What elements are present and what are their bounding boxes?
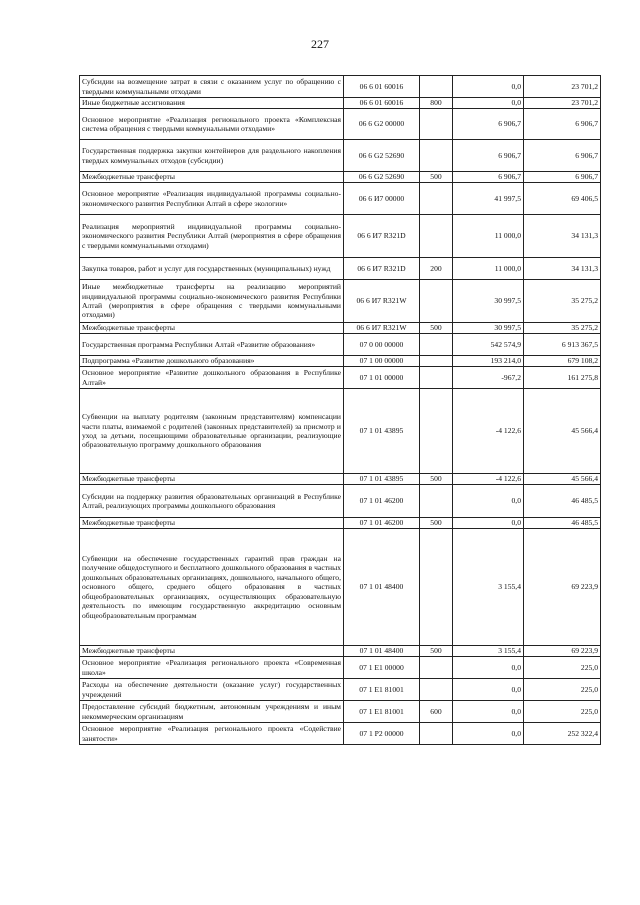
row-amount-b-cell: 34 131,3: [524, 258, 601, 280]
row-amount-a-cell: -4 122,6: [453, 474, 524, 485]
row-amount-b-cell: 46 485,5: [524, 485, 601, 518]
row-name-cell: Государственная программа Республики Алтай «Развитие образования»: [80, 334, 344, 356]
table-row: [80, 183, 601, 215]
row-amount-a-cell: 0,0: [453, 679, 524, 701]
table-row: [80, 98, 601, 109]
row-code-cell: 06 6 И7 R321W: [344, 280, 420, 323]
table-row: [80, 701, 601, 723]
table-row: [80, 334, 601, 356]
table-row: [80, 723, 601, 745]
row-vr-cell: 500: [420, 474, 453, 485]
row-code-cell: 07 1 01 46200: [344, 485, 420, 518]
row-code-cell: 07 1 01 46200: [344, 518, 420, 529]
row-code-cell: 06 6 01 60016: [344, 76, 420, 98]
row-vr-cell: 500: [420, 323, 453, 334]
table-row: [80, 172, 601, 183]
row-amount-a-cell: 542 574,9: [453, 334, 524, 356]
row-vr-cell: [420, 529, 453, 646]
row-name-cell: Основное мероприятие «Реализация регионального проекта «Комплексная система обращения с твердыми коммунальными отходами»: [80, 109, 344, 140]
row-vr-cell: [420, 723, 453, 745]
row-amount-a-cell: 3 155,4: [453, 646, 524, 657]
row-code-cell: 07 1 01 48400: [344, 529, 420, 646]
row-vr-cell: [420, 280, 453, 323]
row-amount-a-cell: 0,0: [453, 701, 524, 723]
table-row: [80, 389, 601, 474]
row-name-cell: Реализация мероприятий индивидуальной программы социально-экономического развития Республики Алтай (мероприятия в сфере обращения с твердыми коммунальными отходами): [80, 215, 344, 258]
row-name-cell: Предоставление субсидий бюджетным, автономным учреждениям и иным некоммерческим организациям: [80, 701, 344, 723]
row-name-cell: Межбюджетные трансферты: [80, 323, 344, 334]
row-vr-cell: [420, 356, 453, 367]
row-name-cell: Основное мероприятие «Реализация индивидуальной программы социально-экономического развития Республики Алтай в сфере экологии»: [80, 183, 344, 215]
row-amount-b-cell: 69 406,5: [524, 183, 601, 215]
row-code-cell: 07 1 E1 81001: [344, 679, 420, 701]
row-name-cell: Подпрограмма «Развитие дошкольного образования»: [80, 356, 344, 367]
row-vr-cell: [420, 334, 453, 356]
table-row: [80, 474, 601, 485]
row-amount-a-cell: 0,0: [453, 76, 524, 98]
row-amount-b-cell: 6 906,7: [524, 172, 601, 183]
row-amount-a-cell: 0,0: [453, 657, 524, 679]
table-row: [80, 529, 601, 646]
row-amount-b-cell: 161 275,8: [524, 367, 601, 389]
row-vr-cell: [420, 140, 453, 172]
row-code-cell: 07 1 E1 81001: [344, 701, 420, 723]
row-amount-a-cell: 41 997,5: [453, 183, 524, 215]
table-row: [80, 646, 601, 657]
row-name-cell: Государственная поддержка закупки контейнеров для раздельного накопления твердых коммунальных отходов (субсидии): [80, 140, 344, 172]
budget-table: [79, 75, 601, 745]
row-code-cell: 07 1 01 48400: [344, 646, 420, 657]
row-amount-b-cell: 46 485,5: [524, 518, 601, 529]
row-vr-cell: 500: [420, 646, 453, 657]
row-vr-cell: [420, 485, 453, 518]
row-amount-b-cell: 23 701,2: [524, 76, 601, 98]
row-amount-a-cell: 193 214,0: [453, 356, 524, 367]
table-row: [80, 109, 601, 140]
row-vr-cell: [420, 367, 453, 389]
row-amount-b-cell: 225,0: [524, 679, 601, 701]
row-code-cell: 06 6 G2 52690: [344, 140, 420, 172]
row-amount-b-cell: 23 701,2: [524, 98, 601, 109]
row-name-cell: Межбюджетные трансферты: [80, 474, 344, 485]
table-row: [80, 485, 601, 518]
row-amount-a-cell: -4 122,6: [453, 389, 524, 474]
row-amount-a-cell: 11 000,0: [453, 258, 524, 280]
table-row: [80, 140, 601, 172]
row-amount-b-cell: 6 906,7: [524, 109, 601, 140]
row-amount-b-cell: 679 108,2: [524, 356, 601, 367]
table-row: [80, 323, 601, 334]
row-vr-cell: 500: [420, 172, 453, 183]
row-code-cell: 07 0 00 00000: [344, 334, 420, 356]
row-amount-a-cell: 6 906,7: [453, 172, 524, 183]
row-amount-b-cell: 252 322,4: [524, 723, 601, 745]
row-amount-b-cell: 45 566,4: [524, 389, 601, 474]
row-amount-b-cell: 34 131,3: [524, 215, 601, 258]
row-vr-cell: 200: [420, 258, 453, 280]
row-code-cell: 06 6 G2 00000: [344, 109, 420, 140]
row-name-cell: Основное мероприятие «Реализация регионального проекта «Современная школа»: [80, 657, 344, 679]
row-amount-a-cell: 6 906,7: [453, 140, 524, 172]
row-amount-b-cell: 6 913 367,5: [524, 334, 601, 356]
row-amount-b-cell: 69 223,9: [524, 646, 601, 657]
row-vr-cell: [420, 109, 453, 140]
row-amount-a-cell: 0,0: [453, 98, 524, 109]
table-row: [80, 657, 601, 679]
row-name-cell: Иные межбюджетные трансферты на реализацию мероприятий индивидуальной программы социально-экономического развития Республики Алтай (мероприятия в сфере обращения с твердыми коммунальными отходами): [80, 280, 344, 323]
row-vr-cell: [420, 679, 453, 701]
row-code-cell: 07 1 01 43895: [344, 474, 420, 485]
row-vr-cell: [420, 215, 453, 258]
row-name-cell: Межбюджетные трансферты: [80, 518, 344, 529]
row-name-cell: Иные бюджетные ассигнования: [80, 98, 344, 109]
row-code-cell: 06 6 01 60016: [344, 98, 420, 109]
row-vr-cell: [420, 183, 453, 215]
row-code-cell: 07 1 01 43895: [344, 389, 420, 474]
row-vr-cell: [420, 76, 453, 98]
row-name-cell: Субвенции на обеспечение государственных гарантий прав граждан на получение общедоступного и бесплатного дошкольного образования в частных дошкольных образовательных организациях, дошкольного, начального общего, основного общего, среднего общего образования в частных общеобразовательных организациях, осуществляющих образовательную деятельность по имеющим государственную аккредитацию основным общеобразовательным программам: [80, 529, 344, 646]
row-amount-a-cell: 0,0: [453, 723, 524, 745]
row-vr-cell: 600: [420, 701, 453, 723]
table-row: [80, 518, 601, 529]
table-row: [80, 215, 601, 258]
row-name-cell: Расходы на обеспечение деятельности (оказание услуг) государственных учреждений: [80, 679, 344, 701]
table-row: [80, 367, 601, 389]
row-amount-a-cell: -967,2: [453, 367, 524, 389]
table-row: [80, 76, 601, 98]
row-amount-b-cell: 225,0: [524, 701, 601, 723]
row-amount-b-cell: 6 906,7: [524, 140, 601, 172]
row-code-cell: 06 6 G2 52690: [344, 172, 420, 183]
row-vr-cell: [420, 657, 453, 679]
row-vr-cell: [420, 389, 453, 474]
row-code-cell: 06 6 И7 R321D: [344, 258, 420, 280]
row-amount-a-cell: 6 906,7: [453, 109, 524, 140]
table-row: [80, 280, 601, 323]
row-amount-b-cell: 45 566,4: [524, 474, 601, 485]
row-amount-b-cell: 69 223,9: [524, 529, 601, 646]
row-name-cell: Межбюджетные трансферты: [80, 646, 344, 657]
row-amount-a-cell: 11 000,0: [453, 215, 524, 258]
table-row: [80, 258, 601, 280]
row-code-cell: 07 1 E1 00000: [344, 657, 420, 679]
row-code-cell: 06 6 И7 R321W: [344, 323, 420, 334]
row-name-cell: Основное мероприятие «Реализация регионального проекта «Содействие занятости»: [80, 723, 344, 745]
row-amount-a-cell: 30 997,5: [453, 280, 524, 323]
page-number: 227: [311, 37, 329, 51]
row-name-cell: Субсидии на поддержку развития образовательных организаций в Республике Алтай, реализующих программы дошкольного образования: [80, 485, 344, 518]
table-row: [80, 679, 601, 701]
row-amount-a-cell: 30 997,5: [453, 323, 524, 334]
row-amount-a-cell: 0,0: [453, 518, 524, 529]
row-name-cell: Субвенции на выплату родителям (законным представителям) компенсации части платы, взимаемой с родителей (законных представителей) за присмотр и уход за детьми, посещающими образовательные организации, реализующие образовательную программу дошкольного образования: [80, 389, 344, 474]
row-name-cell: Основное мероприятие «Развитие дошкольного образования в Республике Алтай»: [80, 367, 344, 389]
row-amount-b-cell: 35 275,2: [524, 280, 601, 323]
row-code-cell: 07 1 01 00000: [344, 367, 420, 389]
row-vr-cell: 800: [420, 98, 453, 109]
row-code-cell: 06 6 И7 R321D: [344, 215, 420, 258]
row-amount-a-cell: 0,0: [453, 485, 524, 518]
row-name-cell: Субсидии на возмещение затрат в связи с оказанием услуг по обращению с твердыми коммунальными отходами: [80, 76, 344, 98]
row-code-cell: 06 6 И7 00000: [344, 183, 420, 215]
row-amount-b-cell: 225,0: [524, 657, 601, 679]
row-code-cell: 07 1 00 00000: [344, 356, 420, 367]
row-amount-b-cell: 35 275,2: [524, 323, 601, 334]
row-code-cell: 07 1 P2 00000: [344, 723, 420, 745]
row-name-cell: Межбюджетные трансферты: [80, 172, 344, 183]
row-amount-a-cell: 3 155,4: [453, 529, 524, 646]
table-row: [80, 356, 601, 367]
row-name-cell: Закупка товаров, работ и услуг для государственных (муниципальных) нужд: [80, 258, 344, 280]
row-vr-cell: 500: [420, 518, 453, 529]
